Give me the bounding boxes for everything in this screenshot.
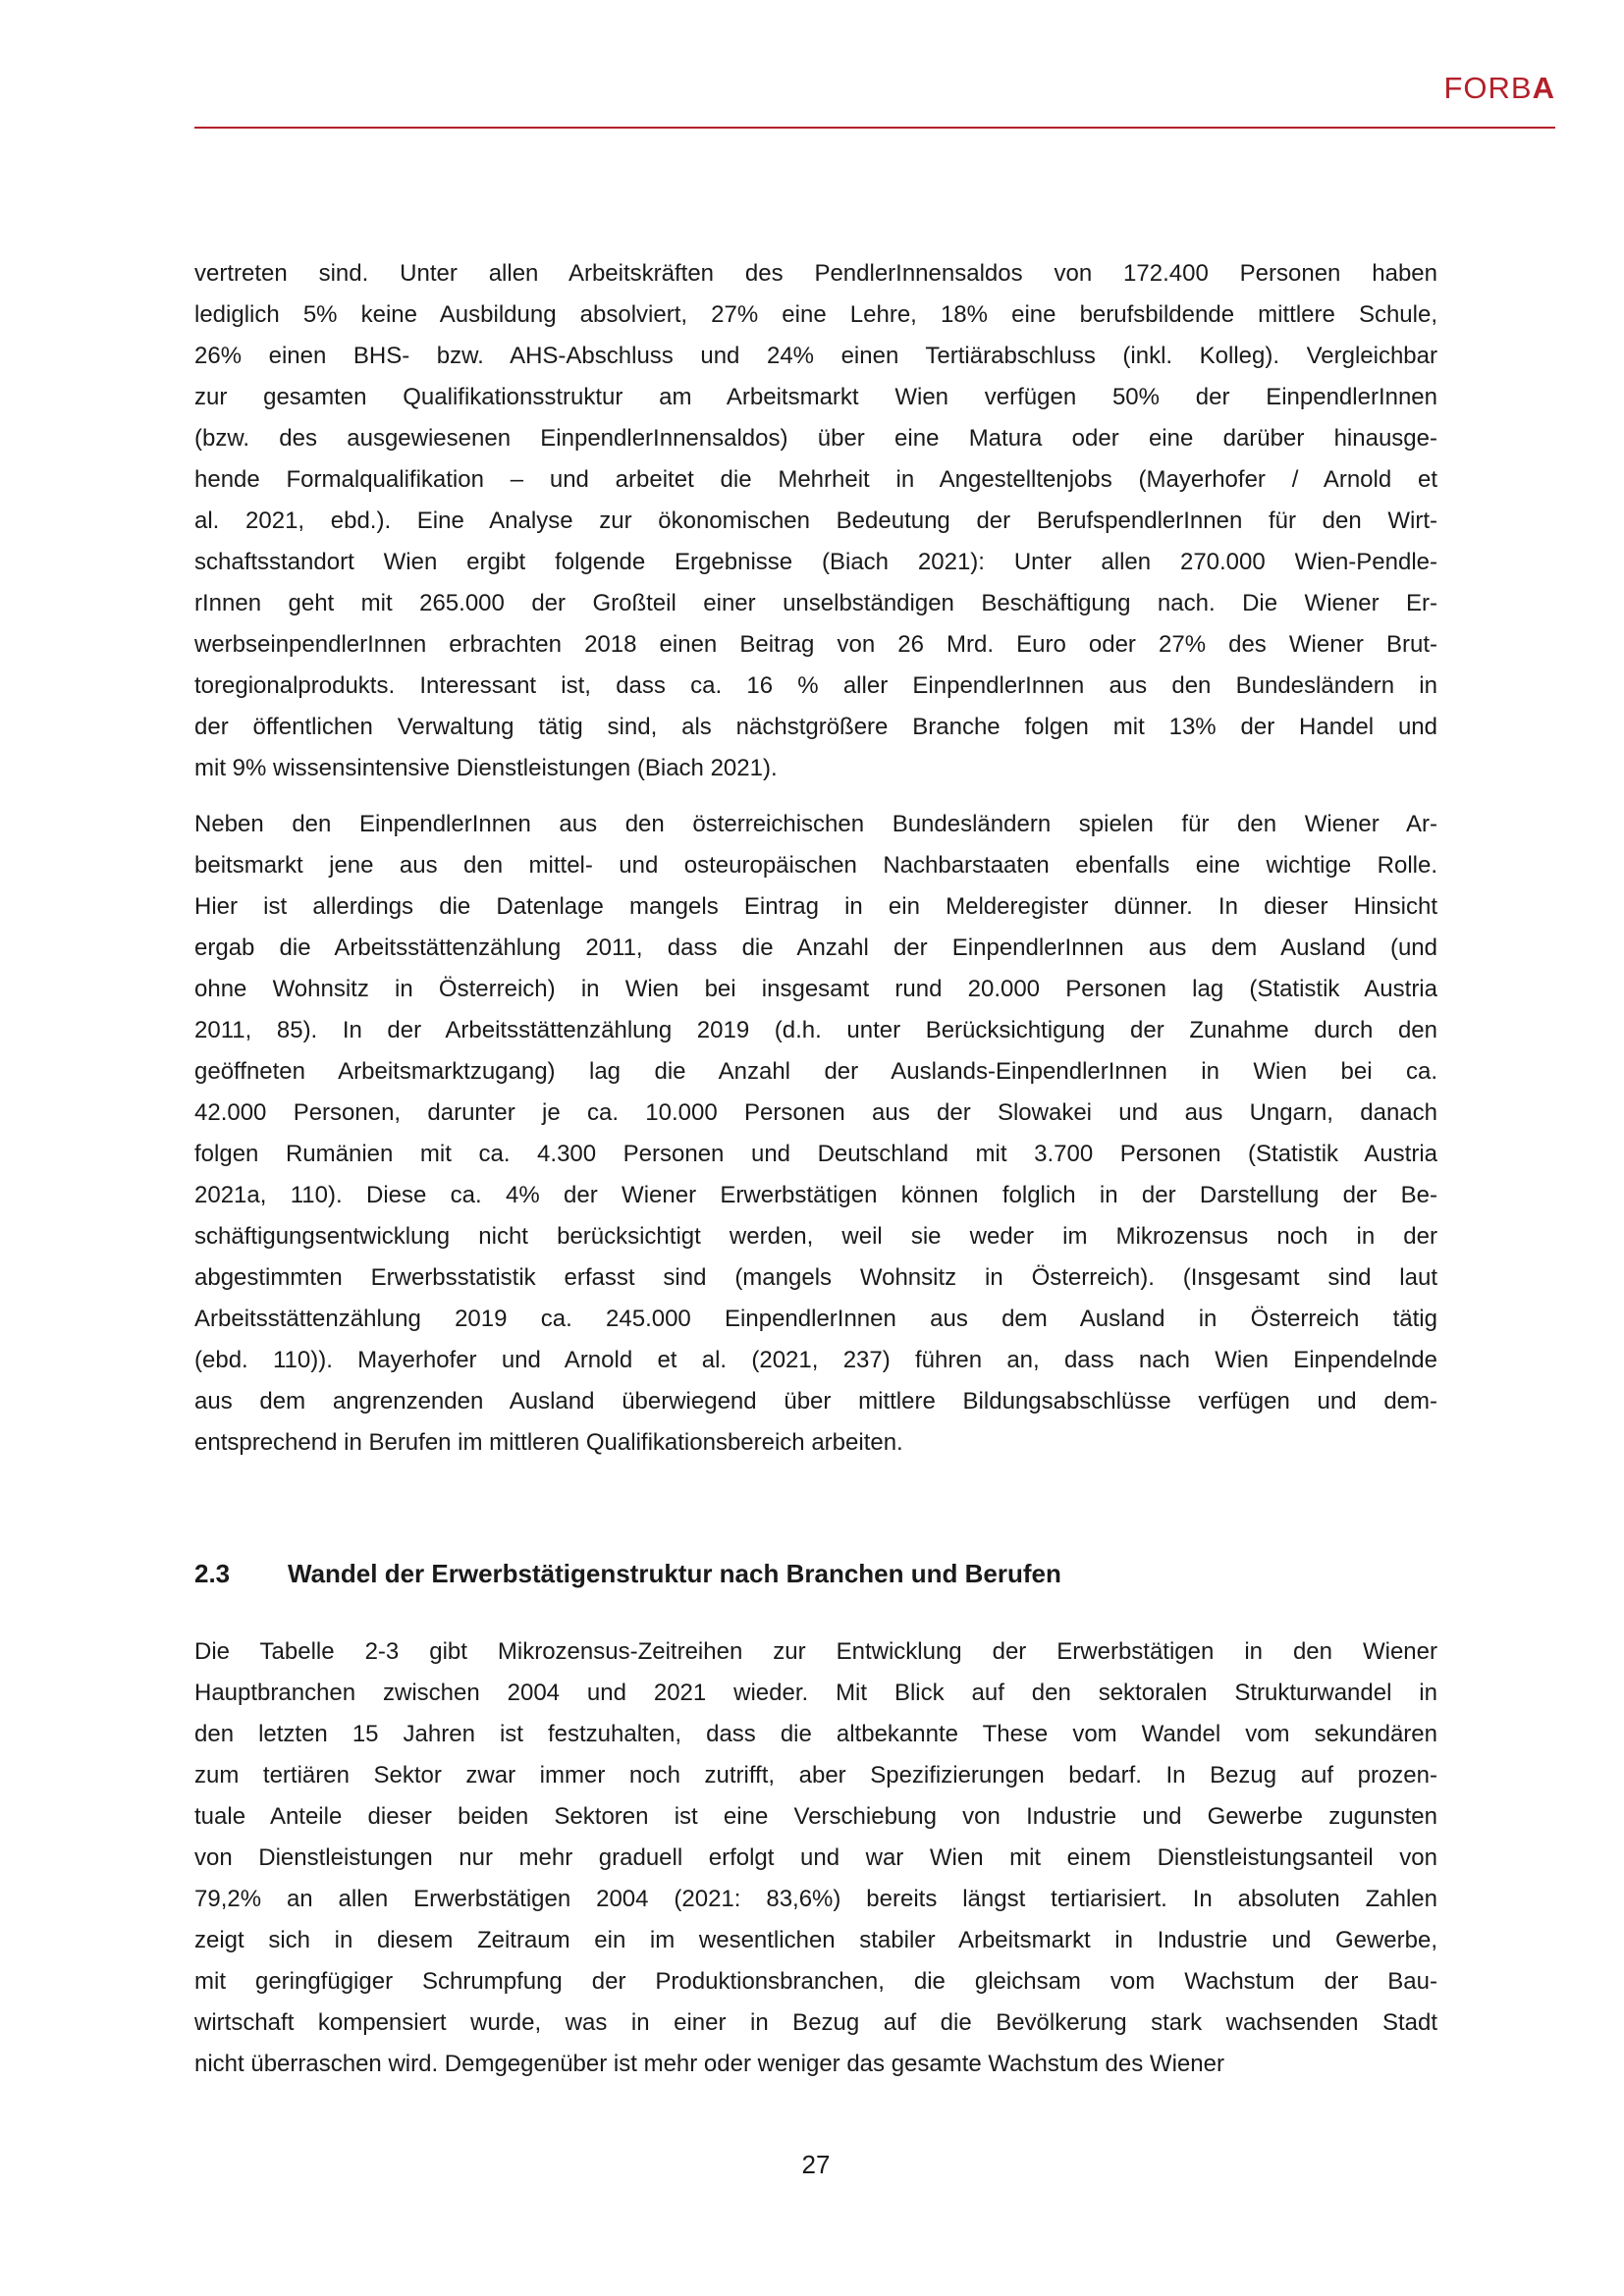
text-line: zeigt sich in diesem Zeitraum ein im wesentlichen stabiler Arbeitsmarkt in Industrie und Gewerbe, [194,1927,1437,1953]
text-line: zur gesamten Qualifikationsstruktur am Arbeitsmarkt Wien verfügen 50% der EinpendlerInnen [194,384,1437,410]
text-line: folgen Rumänien mit ca. 4.300 Personen und Deutschland mit 3.700 Personen (Statistik Austria [194,1141,1437,1167]
section-number: 2.3 [194,1559,231,1588]
text-line: den letzten 15 Jahren ist festzuhalten, dass die altbekannte These vom Wandel vom sekundären [194,1721,1437,1747]
text-line: (ebd. 110)). Mayerhofer und Arnold et al. (2021, 237) führen an, dass nach Wien Einpendelnde [194,1347,1437,1373]
text-line: al. 2021, ebd.). Eine Analyse zur ökonomischen Bedeutung der BerufspendlerInnen für den Wirt- [194,507,1437,534]
text-line: 2011, 85). In der Arbeitsstättenzählung 2019 (d.h. unter Berücksichtigung der Zunahme durch den [194,1017,1437,1043]
text-line: 42.000 Personen, darunter je ca. 10.000 Personen aus der Slowakei und aus Ungarn, danach [194,1099,1437,1126]
logo-text: FORB [1443,71,1533,105]
text-line: toregionalprodukts. Interessant ist, dass ca. 16 % aller EinpendlerInnen aus den Bundesländern in [194,672,1437,699]
text-line: werbseinpendlerInnen erbrachten 2018 einen Beitrag von 26 Mrd. Euro oder 27% des Wiener Brut- [194,631,1437,658]
text-line: wirtschaft kompensiert wurde, was in einer in Bezug auf die Bevölkerung stark wachsenden Stadt [194,2009,1437,2036]
text-line: aus dem angrenzenden Ausland überwiegend über mittlere Bildungsabschlüsse verfügen und dem- [194,1388,1437,1415]
text-line: ohne Wohnsitz in Österreich) in Wien bei insgesamt rund 20.000 Personen lag (Statistik Austria [194,976,1437,1002]
text-line: Arbeitsstättenzählung 2019 ca. 245.000 EinpendlerInnen aus dem Ausland in Österreich tätig [194,1306,1437,1332]
text-line: hende Formalqualifikation – und arbeitet die Mehrheit in Angestelltenjobs (Mayerhofer / Arnold et [194,466,1437,493]
text-line: tuale Anteile dieser beiden Sektoren ist eine Verschiebung von Industrie und Gewerbe zugunsten [194,1803,1437,1830]
text-line: rInnen geht mit 265.000 der Großteil einer unselbständigen Beschäftigung nach. Die Wiener Er- [194,590,1437,616]
text-line: von Dienstleistungen nur mehr graduell erfolgt und war Wien mit einem Dienstleistungsanteil von [194,1844,1437,1871]
text-line: vertreten sind. Unter allen Arbeitskräften des PendlerInnensaldos von 172.400 Personen haben [194,260,1437,287]
text-line: entsprechend in Berufen im mittleren Qualifikationsbereich arbeiten. [194,1429,903,1456]
text-line: 2021a, 110). Diese ca. 4% der Wiener Erwerbstätigen können folglich in der Darstellung der Be- [194,1182,1437,1208]
section-title: Wandel der Erwerbstätigenstruktur nach Branchen und Berufen [288,1559,1061,1588]
text-line: Hier ist allerdings die Datenlage mangels Eintrag in ein Melderegister dünner. In dieser Hinsicht [194,893,1437,920]
text-line: schaftsstandort Wien ergibt folgende Ergebnisse (Biach 2021): Unter allen 270.000 Wien-Pendle- [194,549,1437,575]
header-divider [194,127,1555,129]
text-line: zum tertiären Sektor zwar immer noch zutrifft, aber Spezifizierungen bedarf. In Bezug auf prozen- [194,1762,1437,1789]
paragraph-2 [194,804,1437,1464]
text-line: geöffneten Arbeitsmarktzugang) lag die Anzahl der Auslands-EinpendlerInnen in Wien bei ca. [194,1058,1437,1085]
text-line: mit 9% wissensintensive Dienstleistungen (Biach 2021). [194,755,778,781]
section-heading [194,1559,1061,1589]
text-line: mit geringfügiger Schrumpfung der Produktionsbranchen, die gleichsam vom Wachstum der Bau- [194,1968,1437,1995]
text-line: abgestimmten Erwerbsstatistik erfasst sind (mangels Wohnsitz in Österreich). (Insgesamt sind laut [194,1264,1437,1291]
text-line: 79,2% an allen Erwerbstätigen 2004 (2021: 83,6%) bereits längst tertiarisiert. In absoluten Zahlen [194,1886,1437,1912]
text-line: lediglich 5% keine Ausbildung absolviert, 27% eine Lehre, 18% eine berufsbildende mittlere Schule, [194,301,1437,328]
paragraph-3 [194,1631,1437,2085]
forba-logo: FORBA [1443,71,1555,105]
text-line: beitsmarkt jene aus den mittel- und osteuropäischen Nachbarstaaten ebenfalls eine wichtige Rolle. [194,852,1437,879]
paragraph-1 [194,253,1437,789]
text-line: (bzw. des ausgewiesenen EinpendlerInnensaldos) über eine Matura oder eine darüber hinausge- [194,425,1437,452]
text-line: Neben den EinpendlerInnen aus den österreichischen Bundesländern spielen für den Wiener Ar- [194,811,1437,837]
text-line: der öffentlichen Verwaltung tätig sind, als nächstgrößere Branche folgen mit 13% der Handel und [194,714,1437,740]
text-line: 26% einen BHS- bzw. AHS-Abschluss und 24% einen Tertiärabschluss (inkl. Kolleg). Vergleichbar [194,343,1437,369]
text-line: nicht überraschen wird. Demgegenüber ist mehr oder weniger das gesamte Wachstum des Wiener [194,2051,1224,2077]
text-line: schäftigungsentwicklung nicht berücksichtigt werden, weil sie weder im Mikrozensus noch in der [194,1223,1437,1250]
text-line: Die Tabelle 2-3 gibt Mikrozensus-Zeitreihen zur Entwicklung der Erwerbstätigen in den Wiener [194,1638,1437,1665]
page-number: 27 [801,2150,831,2179]
text-line: ergab die Arbeitsstättenzählung 2011, dass die Anzahl der EinpendlerInnen aus dem Ausland (und [194,934,1437,961]
text-line: Hauptbranchen zwischen 2004 und 2021 wieder. Mit Blick auf den sektoralen Strukturwandel in [194,1680,1437,1706]
